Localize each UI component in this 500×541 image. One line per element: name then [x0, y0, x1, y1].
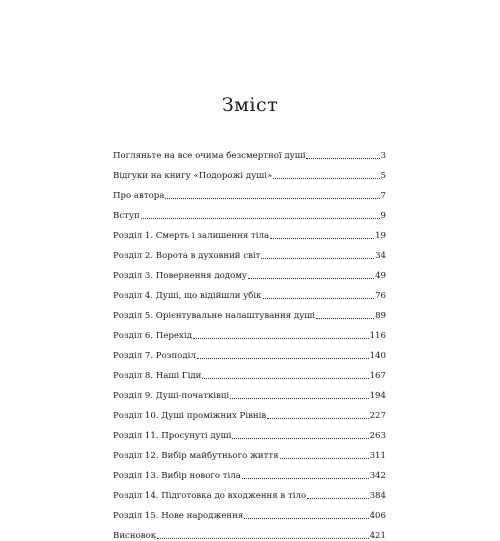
toc-leader-dots — [141, 218, 380, 219]
toc-entry[interactable] — [113, 361, 386, 381]
toc-leader-dots — [248, 278, 374, 279]
toc-entry-label: Розділ 15. Нове народження — [113, 511, 244, 521]
toc-entry-label: Розділ 9. Душі-початківці — [113, 391, 230, 401]
toc-entry-page: 9 — [380, 211, 386, 221]
toc-entry-label: Розділ 13. Вибір нового тіла — [113, 471, 241, 481]
toc-entry[interactable] — [113, 201, 386, 221]
toc-entry-label: Розділ 12. Вибір майбутнього життя — [113, 451, 279, 461]
toc-entry[interactable] — [113, 261, 386, 281]
toc-entry-page: 3 — [380, 151, 386, 161]
toc-entry-page: 263 — [369, 431, 386, 441]
toc-entry-page: 34 — [375, 251, 386, 261]
toc-entry[interactable] — [113, 181, 386, 201]
toc-entry[interactable] — [113, 421, 386, 441]
toc-entry[interactable] — [113, 301, 386, 321]
toc-entry[interactable] — [113, 161, 386, 181]
toc-leader-dots — [307, 498, 368, 499]
toc-entry-label: Розділ 3. Повернення додому — [113, 271, 247, 281]
toc-leader-dots — [197, 358, 369, 359]
toc-entry[interactable] — [113, 401, 386, 421]
toc-leader-dots — [157, 538, 368, 539]
toc-entry[interactable] — [113, 281, 386, 301]
toc-entry[interactable] — [113, 141, 386, 161]
toc-entry-page: 311 — [369, 451, 386, 461]
toc-entry-page: 5 — [380, 171, 386, 181]
toc-entry-label: Розділ 8. Наші Гіди — [113, 371, 202, 381]
toc-entry-label: Розділ 11. Просунуті душі — [113, 431, 232, 441]
table-of-contents — [113, 141, 386, 541]
toc-entry-label: Про автора — [113, 191, 165, 201]
toc-leader-dots — [270, 238, 374, 239]
toc-entry-page: 227 — [369, 411, 386, 421]
toc-entry[interactable] — [113, 241, 386, 261]
toc-entry-label: Погляньте на все очима безсмертної душі — [113, 151, 306, 161]
toc-entry-label: Розділ 6. Перехід — [113, 331, 192, 341]
toc-entry[interactable] — [113, 221, 386, 241]
toc-entry-page: 49 — [375, 271, 386, 281]
toc-leader-dots — [242, 478, 369, 479]
toc-entry-page: 406 — [369, 511, 386, 521]
toc-leader-dots — [280, 458, 369, 459]
toc-entry-page: 7 — [380, 191, 386, 201]
toc-entry-label: Вступ — [113, 211, 140, 221]
toc-entry-label: Висновок — [113, 531, 157, 541]
toc-leader-dots — [263, 298, 375, 299]
page-title: Зміст — [221, 94, 279, 116]
toc-leader-dots — [244, 518, 368, 519]
toc-entry-page: 194 — [369, 391, 386, 401]
toc-leader-dots — [202, 378, 368, 379]
toc-entry[interactable] — [113, 341, 386, 361]
toc-entry-page: 167 — [369, 371, 386, 381]
toc-entry[interactable] — [113, 441, 386, 461]
toc-entry-label: Розділ 1. Смерть і залишення тіла — [113, 231, 270, 241]
toc-entry[interactable] — [113, 321, 386, 341]
toc-entry-page: 140 — [369, 351, 386, 361]
toc-entry[interactable] — [113, 521, 386, 541]
toc-leader-dots — [261, 258, 374, 259]
toc-entry-page: 421 — [369, 531, 386, 541]
toc-entry-page: 19 — [375, 231, 386, 241]
toc-entry[interactable] — [113, 481, 386, 501]
toc-entry-page: 384 — [369, 491, 386, 501]
toc-entry[interactable] — [113, 501, 386, 521]
toc-leader-dots — [165, 198, 379, 199]
toc-entry-page: 76 — [375, 291, 386, 301]
toc-leader-dots — [232, 438, 368, 439]
toc-entry-label: Розділ 5. Орієнтувальне налаштування душі — [113, 311, 315, 321]
toc-leader-dots — [273, 178, 379, 179]
toc-entry-label: Розділ 2. Ворота в духовний світ — [113, 251, 261, 261]
toc-entry-label: Розділ 14. Підготовка до входження в тіло — [113, 491, 307, 501]
toc-entry[interactable] — [113, 381, 386, 401]
toc-leader-dots — [230, 398, 368, 399]
toc-leader-dots — [316, 318, 374, 319]
toc-entry-label: Розділ 10. Душі проміжних Рівнів — [113, 411, 267, 421]
toc-entry-label: Розділ 4. Душі, що відійшли убік — [113, 291, 262, 301]
toc-entry-page: 342 — [369, 471, 386, 481]
toc-entry-label: Відгуки на книгу «Подорожі душі» — [113, 171, 273, 181]
toc-leader-dots — [267, 418, 368, 419]
toc-entry-label: Розділ 7. Розподіл — [113, 351, 196, 361]
toc-leader-dots — [306, 158, 379, 159]
toc-entry[interactable] — [113, 461, 386, 481]
toc-entry-page: 116 — [369, 331, 386, 341]
toc-entry-page: 89 — [375, 311, 386, 321]
toc-leader-dots — [193, 338, 369, 339]
